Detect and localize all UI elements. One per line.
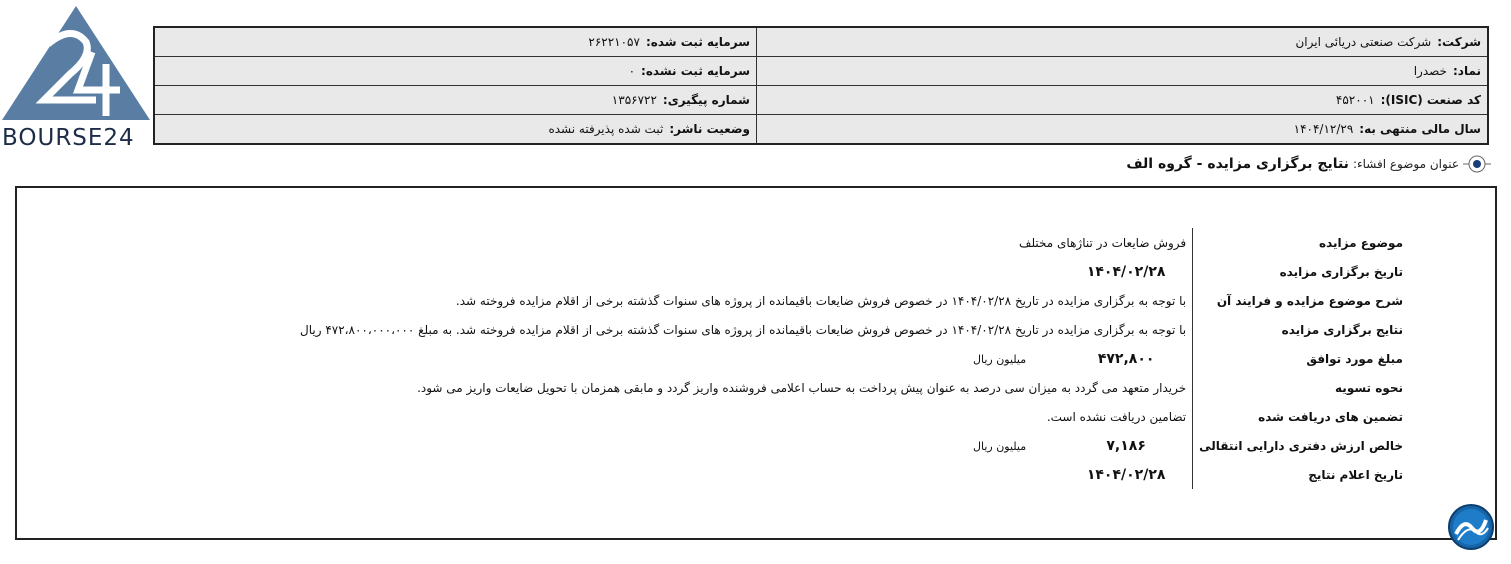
isic-value: ۴۵۲۰۰۱ xyxy=(1335,93,1375,107)
bourse24-logo xyxy=(0,4,152,149)
header-row xyxy=(154,27,1488,57)
auction-details-box xyxy=(15,186,1497,540)
symbol-cell xyxy=(757,57,1489,86)
header-row xyxy=(154,57,1488,86)
subject-label: عنوان موضوع افشاء: xyxy=(1352,157,1459,171)
symbol-value: خصدرا xyxy=(1413,64,1447,78)
settlement-label: نحوه تسویه xyxy=(1193,373,1403,402)
guarantees-value: تضامین دریافت نشده است. xyxy=(1046,409,1187,424)
header-row xyxy=(154,115,1488,145)
subject-title: نتایج برگزاری مزایده - گروه الف xyxy=(1126,156,1349,172)
auction-subject-value: فروش ضایعات در تناژهای مختلف xyxy=(1019,235,1187,250)
codal-badge-icon xyxy=(1446,502,1496,552)
announce-date-label: تاریخ اعلام نتایج xyxy=(1193,460,1403,489)
tracking-number-label: شماره پیگیری: xyxy=(662,93,750,107)
agreed-amount-value: ۴۷۲,۸۰۰ xyxy=(1097,350,1155,367)
target-bullet-icon xyxy=(1463,154,1491,174)
isic-cell xyxy=(757,86,1489,115)
auction-details-table xyxy=(300,228,1403,489)
detail-row xyxy=(300,431,1403,460)
auction-subject-label: موضوع مزایده xyxy=(1193,228,1403,257)
unregistered-capital-cell xyxy=(154,57,757,86)
agreed-amount-cell xyxy=(300,344,1193,373)
company-label: شرکت: xyxy=(1437,35,1481,49)
auction-date-value: ۱۴۰۴/۰۲/۲۸ xyxy=(1086,263,1166,280)
announce-date-cell xyxy=(300,460,1193,489)
detail-row xyxy=(300,286,1403,315)
detail-row xyxy=(300,460,1403,489)
unregistered-capital-label: سرمایه ثبت نشده: xyxy=(641,64,750,78)
auction-description-label: شرح موضوع مزایده و فرایند آن xyxy=(1193,286,1403,315)
publisher-status-value: ثبت شده پذیرفته نشده xyxy=(548,122,664,136)
company-info-table xyxy=(153,26,1489,145)
company-value: شرکت صنعتی دریائی ایران xyxy=(1295,35,1432,49)
detail-row xyxy=(300,257,1403,286)
agreed-amount-unit: میلیون ریال xyxy=(972,352,1027,366)
logo-triangle-icon xyxy=(0,4,152,129)
fiscal-year-cell xyxy=(757,115,1489,145)
tracking-number-cell xyxy=(154,86,757,115)
registered-capital-label: سرمایه ثبت شده: xyxy=(645,35,750,49)
publisher-status-label: وضعیت ناشر: xyxy=(669,122,750,136)
auction-date-label: تاریخ برگزاری مزایده xyxy=(1193,257,1403,286)
symbol-label: نماد: xyxy=(1452,64,1481,78)
fiscal-year-value: ۱۴۰۴/۱۲/۲۹ xyxy=(1293,122,1354,136)
detail-row xyxy=(300,344,1403,373)
agreed-amount-label: مبلغ مورد توافق xyxy=(1193,344,1403,373)
book-value-unit: میلیون ریال xyxy=(972,439,1027,453)
book-value-value: ۷,۱۸۶ xyxy=(1106,437,1146,454)
auction-description-value: با توجه به برگزاری مزایده در تاریخ ۱۴۰۴/۰۲/۲۸ در خصوص فروش ضایعات باقیمانده از پروژه های سنوات گذشته برخی از اقلام مزایده فروخته شد. xyxy=(455,293,1187,308)
auction-date-cell xyxy=(300,257,1193,286)
auction-results-label: نتایج برگزاری مزایده xyxy=(1193,315,1403,344)
unregistered-capital-value: ۰ xyxy=(628,64,636,78)
registered-capital-value: ۲۶۲۲۱۰۵۷ xyxy=(588,35,640,49)
auction-results-value: با توجه به برگزاری مزایده در تاریخ ۱۴۰۴/۰۲/۲۸ در خصوص فروش ضایعات باقیمانده از پروژه های سنوات گذشته برخی از اقلام مزایده فروخته شد. به مبلغ ۴۷۲،۸۰۰،۰۰۰،۰۰۰ ریال xyxy=(300,322,1187,337)
detail-row xyxy=(300,228,1403,257)
header-row xyxy=(154,86,1488,115)
tracking-number-value: ۱۳۵۶۷۲۲ xyxy=(611,93,657,107)
book-value-label: خالص ارزش دفتری دارایی انتقالی xyxy=(1193,431,1403,460)
logo-text: BOURSE24 xyxy=(2,125,135,151)
announce-date-value: ۱۴۰۴/۰۲/۲۸ xyxy=(1086,466,1166,483)
settlement-value: خریدار متعهد می گردد به میزان سی درصد به عنوان پیش پرداخت به حساب اعلامی فروشنده واریز گردد و مابقی همزمان با تحویل ضایعات واریز می شود. xyxy=(417,380,1187,395)
publisher-status-cell xyxy=(154,115,757,145)
fiscal-year-label: سال مالی منتهی به: xyxy=(1359,122,1481,136)
disclosure-subject xyxy=(1126,154,1491,174)
guarantees-label: تضمین های دریافت شده xyxy=(1193,402,1403,431)
book-value-cell xyxy=(300,431,1193,460)
detail-row xyxy=(300,315,1403,344)
detail-row xyxy=(300,373,1403,402)
detail-row xyxy=(300,402,1403,431)
company-cell xyxy=(757,27,1489,57)
isic-label: کد صنعت (ISIC): xyxy=(1380,93,1481,107)
registered-capital-cell xyxy=(154,27,757,57)
